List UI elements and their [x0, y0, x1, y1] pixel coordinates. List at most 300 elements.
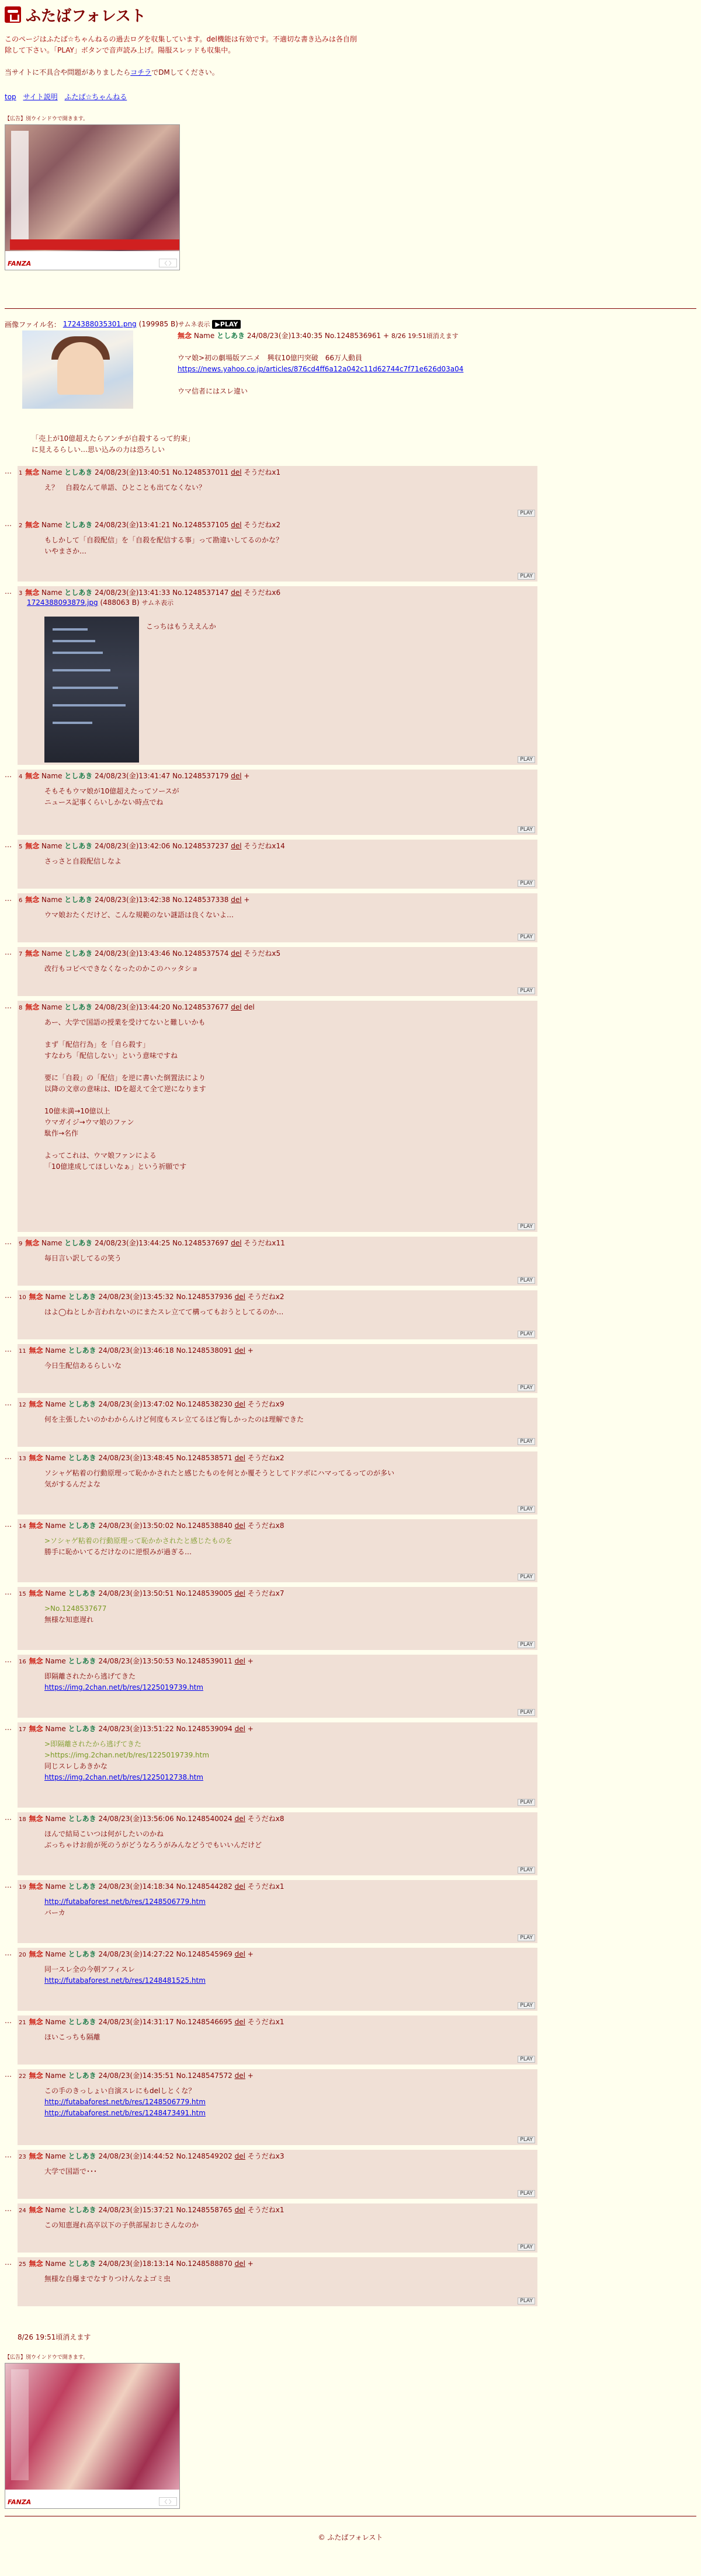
reply-thumbnail[interactable] [44, 617, 139, 763]
reply-comment [44, 2220, 199, 2231]
sodane-button[interactable]: そうだねx11 [244, 1239, 285, 1247]
reply-comment [44, 1360, 122, 1371]
reply-dots: … [5, 1399, 12, 1407]
sodane-button[interactable]: そうだねx14 [244, 842, 285, 850]
reply-url-link[interactable]: https://img.2chan.net/b/res/1225019739.htm [44, 1683, 203, 1691]
play-button[interactable]: PLAY [518, 1799, 535, 1806]
reply-box [18, 2015, 537, 2065]
quote-line: >No.1248537677 [44, 1604, 107, 1613]
play-button[interactable]: PLAY [518, 2244, 535, 2251]
name-label: Name [45, 1522, 66, 1530]
reply-name: としあき [68, 1400, 96, 1408]
op-play-button[interactable] [212, 320, 241, 329]
reply-box [18, 1587, 537, 1650]
del-link[interactable]: del [231, 521, 242, 529]
del-link[interactable]: del [231, 949, 242, 958]
name-label: Name [45, 1346, 66, 1355]
thumb-note: サムネ表示 [141, 599, 173, 607]
reply-index: 11 [19, 1348, 26, 1355]
sodane-button[interactable]: そうだねx8 [247, 1522, 284, 1530]
reply-container [5, 2069, 537, 2145]
reply-name: としあき [68, 2072, 96, 2080]
op-url-link[interactable]: https://news.yahoo.co.jp/articles/876cd4ff6a12a042c11d62744c7f71e626d03a04 [178, 365, 464, 373]
reply-number[interactable]: No.1248538840 [176, 1522, 232, 1530]
del-link[interactable]: del [231, 468, 242, 476]
reply-dots: … [5, 1813, 12, 1822]
reply-header [19, 1881, 284, 1891]
reply-number[interactable]: No.1248549202 [176, 2152, 232, 2160]
reply-subject: 無念 [29, 1293, 43, 1301]
nav-futaba-link[interactable]: ふたば☆ちゃんねる [64, 93, 127, 101]
reply-comment [44, 2032, 100, 2043]
reply-box [18, 2150, 537, 2199]
reply-index: 21 [19, 2020, 26, 2026]
reply-subject: 無念 [25, 1239, 40, 1247]
reply-subject: 無念 [25, 521, 40, 529]
sodane-button[interactable]: + [247, 1346, 254, 1355]
sodane-button[interactable]: そうだねx7 [247, 1589, 284, 1597]
reply-number[interactable]: No.1248544282 [176, 1882, 232, 1891]
name-label: Name [45, 1882, 66, 1891]
play-button[interactable]: PLAY [518, 2190, 535, 2197]
del-link[interactable]: del [231, 1003, 242, 1011]
reply-container [5, 586, 537, 765]
comment-line: すなわち「配信しない」という意味ですね [44, 1052, 178, 1060]
sodane-button[interactable]: + [244, 896, 250, 904]
site-title[interactable]: ふたばフォレスト [26, 7, 146, 25]
reply-number[interactable]: No.1248537011 [172, 468, 229, 476]
reply-container [5, 1237, 537, 1286]
reply-date: 24/08/23(金)13:50:02 [98, 1522, 174, 1530]
reply-comment [44, 1739, 209, 1783]
del-link[interactable]: del [234, 1346, 245, 1355]
op-sodane-button[interactable]: + [383, 332, 390, 340]
reply-number[interactable]: No.1248547572 [176, 2072, 232, 2080]
name-label: Name [45, 2072, 66, 2080]
reply-container [5, 1587, 537, 1650]
comment-line: 10億未満→10億以上 [44, 1107, 110, 1115]
del-link[interactable]: del [234, 1589, 245, 1597]
reply-box [18, 1001, 537, 1232]
reply-dots: … [5, 1292, 12, 1300]
reply-number[interactable]: No.1248558765 [176, 2206, 232, 2214]
reply-container [5, 893, 537, 942]
reply-box [18, 770, 537, 835]
reply-date: 24/08/23(金)14:18:34 [98, 1882, 174, 1891]
del-link[interactable]: del [234, 2152, 245, 2160]
play-button[interactable]: PLAY [518, 826, 535, 833]
comment-line: 以降の文章の意味は、IDを超えて全て逆になります [44, 1085, 206, 1093]
reply-subject: 無念 [25, 468, 40, 476]
sodane-button[interactable]: + [244, 772, 250, 780]
reply-header [19, 1588, 284, 1598]
reply-dots: … [5, 1724, 12, 1732]
ad-image[interactable] [5, 125, 179, 251]
reply-date: 24/08/23(金)13:47:02 [98, 1400, 174, 1408]
comment-line: この知恵遅れ高卒以下の子供部屋おじさんなのか [44, 2221, 199, 2229]
sodane-button[interactable]: + [247, 2072, 254, 2080]
op-file-link[interactable]: 1724388035301.png [63, 320, 137, 328]
comment-line: そもそもウマ娘が10億超えたってソースが [44, 787, 179, 795]
del-link[interactable]: del [234, 2018, 245, 2026]
name-label: Name [45, 1725, 66, 1733]
reply-number[interactable]: No.1248538091 [176, 1346, 232, 1355]
play-button[interactable]: PLAY [518, 573, 535, 580]
reply-url-link[interactable]: http://futabaforest.net/b/res/1248506779.htm [44, 2098, 206, 2106]
ad-label-bottom: 【広告】別ウインドウで開きます。 [5, 2355, 89, 2361]
op-thumbnail[interactable] [22, 330, 133, 409]
reply-number[interactable]: No.1248537697 [172, 1239, 229, 1247]
reply-comment [44, 1964, 206, 1986]
reply-date: 24/08/23(金)13:41:33 [95, 589, 171, 597]
play-button[interactable]: PLAY [518, 1438, 535, 1445]
reply-index: 24 [19, 2208, 26, 2214]
reply-header [19, 894, 249, 904]
del-link[interactable]: del [234, 1293, 245, 1301]
play-button[interactable]: PLAY [518, 987, 535, 994]
reply-container [5, 1948, 537, 2011]
reply-dots: … [5, 587, 12, 596]
play-button[interactable]: PLAY [518, 1277, 535, 1284]
play-button[interactable]: PLAY [518, 934, 535, 941]
reply-comment [44, 2166, 97, 2177]
image-size: (488063 B) [100, 598, 140, 607]
reply-container [5, 1655, 537, 1718]
reply-image-link[interactable]: 1724388093879.jpg [27, 598, 98, 607]
reply-subject: 無念 [29, 2018, 43, 2026]
sodane-button[interactable]: そうだねx9 [247, 1400, 284, 1408]
play-button[interactable]: PLAY [518, 1867, 535, 1874]
del-link[interactable]: del [231, 1239, 242, 1247]
reply-index: 3 [19, 590, 23, 597]
play-button[interactable]: PLAY [518, 2056, 535, 2063]
reply-comment [44, 1468, 394, 1490]
reply-name: としあき [64, 949, 93, 958]
reply-date: 24/08/23(金)13:42:06 [95, 842, 171, 850]
reply-subject: 無念 [29, 1454, 43, 1462]
reply-box [18, 1948, 537, 2011]
comment-line: 同じスレしあきかな [44, 1762, 108, 1770]
comment-line: 気がするんだよな [44, 1480, 101, 1488]
reply-date: 24/08/23(金)13:43:46 [95, 949, 171, 958]
reply-number[interactable]: No.1248539005 [176, 1589, 232, 1597]
reply-url-link[interactable]: http://futabaforest.net/b/res/1248506779.htm [44, 1898, 206, 1906]
reply-header [19, 2151, 284, 2161]
sodane-button[interactable]: del [244, 1003, 255, 1011]
ad-label: 【広告】別ウインドウで開きます。 [5, 116, 89, 122]
reply-dots: … [5, 1453, 12, 1461]
reply-number[interactable]: No.1248537936 [176, 1293, 232, 1301]
comment-line: 無様な自爆までなすりつけんなよゴミ虫 [44, 2275, 171, 2283]
sodane-button[interactable]: そうだねx2 [247, 1293, 284, 1301]
comment-line: ウマガイジ→ウマ娘のファン [44, 1118, 134, 1126]
reply-box [18, 1237, 537, 1286]
reply-index: 7 [19, 951, 23, 958]
comment-line: この手のきっしょい自演スレにもdelしとくな？ [44, 2087, 196, 2095]
reply-dots: … [5, 894, 12, 903]
reply-number[interactable]: No.1248537147 [172, 589, 229, 597]
del-link[interactable]: del [234, 1725, 245, 1733]
comment-line: まず「配信行為」を「自ら殺す」 [44, 1040, 150, 1049]
reply-url-link[interactable]: https://img.2chan.net/b/res/1225012738.htm [44, 1773, 203, 1781]
reply-index: 23 [19, 2154, 26, 2160]
sodane-button[interactable]: そうだねx5 [244, 949, 281, 958]
reply-number[interactable]: No.1248545969 [176, 1950, 232, 1958]
sodane-button[interactable]: + [247, 1725, 254, 1733]
reply-subject: 無念 [25, 896, 40, 904]
reply-number[interactable]: No.1248537237 [172, 842, 229, 850]
sodane-button[interactable]: そうだねx6 [244, 589, 281, 597]
footer-copyright: © ふたばフォレスト [318, 2533, 383, 2542]
op-line: ウマ娘>初の劇場版アニメ 興収10億円突破 66万人動員 [178, 354, 362, 362]
reply-header [19, 520, 280, 530]
play-button[interactable]: PLAY [518, 880, 535, 887]
reply-number[interactable]: No.1248537338 [172, 896, 229, 904]
del-link[interactable]: del [234, 1454, 245, 1462]
reply-dots: … [5, 1520, 12, 1529]
name-label: Name [45, 2018, 66, 2026]
comment-line: はよ◯ねとしか言われないのにまたスレ立てて構ってもおうとしてるのか… [44, 1308, 284, 1316]
play-button[interactable]: PLAY [518, 2297, 535, 2305]
del-link[interactable]: del [234, 2260, 245, 2268]
reply-subject: 無念 [29, 1346, 43, 1355]
reply-index: 4 [19, 774, 23, 780]
reply-index: 16 [19, 1659, 26, 1665]
reply-box [18, 1519, 537, 1582]
reply-number[interactable]: No.1248537179 [172, 772, 229, 780]
play-button[interactable]: PLAY [518, 1709, 535, 1716]
op-comment [178, 353, 493, 397]
name-label: Name [45, 1400, 66, 1408]
contact-notice [5, 67, 696, 77]
ad-brand-logo[interactable]: FANZA [8, 2498, 32, 2506]
reply-comment [44, 1896, 206, 1919]
reply-dots: … [5, 841, 12, 849]
reply-dots: … [5, 1238, 12, 1246]
ad-nav-arrows[interactable]: 〈 〉 [159, 259, 177, 267]
ad-banner-bottom[interactable] [5, 2363, 180, 2509]
op-line: 「売上が10億超えたらアンチが自殺するって約束」 [32, 434, 195, 443]
nav-about-link[interactable]: サイト説明 [23, 93, 58, 101]
comment-line: 駄作→名作 [44, 1129, 79, 1137]
reply-box [18, 466, 537, 518]
ad-image[interactable] [5, 2363, 179, 2490]
name-label: Name [45, 2206, 66, 2214]
reply-container [5, 2257, 537, 2306]
del-link[interactable]: del [231, 896, 242, 904]
del-link[interactable]: del [231, 842, 242, 850]
reply-date: 24/08/23(金)13:44:25 [95, 1239, 171, 1247]
sodane-button[interactable]: そうだねx2 [247, 1454, 284, 1462]
op-comment-tail [32, 433, 195, 455]
reply-index: 19 [19, 1884, 26, 1891]
name-label: Name [41, 521, 63, 529]
reply-comment [44, 482, 206, 493]
reply-subject: 無念 [25, 772, 40, 780]
sodane-button[interactable]: + [247, 2260, 254, 2268]
play-button[interactable]: PLAY [518, 1574, 535, 1581]
reply-name: としあき [68, 1725, 96, 1733]
name-label: Name [41, 1239, 63, 1247]
sodane-button[interactable]: そうだねx1 [244, 468, 281, 476]
reply-date: 24/08/23(金)13:50:51 [98, 1589, 174, 1597]
reply-date: 24/08/23(金)13:56:06 [98, 1815, 174, 1823]
play-button[interactable]: PLAY [518, 510, 535, 517]
reply-number[interactable]: No.1248538571 [176, 1454, 232, 1462]
reply-comment [44, 1829, 262, 1851]
site-logo-icon[interactable] [5, 6, 21, 23]
reply-date: 24/08/23(金)13:41:21 [95, 521, 171, 529]
ad-banner-top[interactable] [5, 124, 180, 270]
sodane-button[interactable]: そうだねx2 [244, 521, 281, 529]
name-label: Name [41, 468, 63, 476]
reply-date: 24/08/23(金)13:46:18 [98, 1346, 174, 1355]
file-size: (199985 B) [138, 320, 178, 328]
reply-subject: 無念 [29, 1882, 43, 1891]
play-button[interactable]: PLAY [518, 2002, 535, 2009]
reply-index: 20 [19, 1952, 26, 1958]
reply-header [19, 1399, 284, 1409]
reply-index: 15 [19, 1591, 26, 1597]
reply-number[interactable]: No.1248539094 [176, 1725, 232, 1733]
del-link[interactable]: del [231, 772, 242, 780]
del-link[interactable]: del [234, 1882, 245, 1891]
comment-line: ほいこっちも隔離 [44, 2033, 100, 2041]
thumb-note: サムネ表示 [178, 321, 210, 328]
reply-header [19, 2258, 254, 2268]
reply-dots: … [5, 2151, 12, 2159]
reply-subject: 無念 [25, 589, 40, 597]
reply-header [19, 1520, 284, 1530]
reply-number[interactable]: No.1248538230 [176, 1400, 232, 1408]
reply-name: としあき [68, 1454, 96, 1462]
reply-comment [44, 1017, 206, 1172]
reply-box [18, 1398, 537, 1447]
del-link[interactable]: del [234, 2206, 245, 2214]
sodane-button[interactable]: + [247, 1950, 254, 1958]
reply-subject: 無念 [29, 1400, 43, 1408]
reply-name: としあき [68, 2018, 96, 2026]
reply-number[interactable]: No.1248540024 [176, 1815, 232, 1823]
ad-brand-logo[interactable]: FANZA [8, 260, 32, 267]
reply-number[interactable]: No.1248546695 [176, 2018, 232, 2026]
sodane-button[interactable]: そうだねx1 [247, 1882, 284, 1891]
name-label: Name [45, 1589, 66, 1597]
del-link[interactable]: del [231, 589, 242, 597]
del-link[interactable]: del [234, 1815, 245, 1823]
sodane-button[interactable]: + [247, 1657, 254, 1665]
reply-dots: … [5, 1656, 12, 1664]
op-line: に見えるらしい…思い込みの力は恐ろしい [32, 445, 165, 454]
reply-comment [44, 1603, 106, 1625]
nav-top-link[interactable]: top [5, 93, 16, 101]
reply-name: としあき [64, 842, 93, 850]
del-link[interactable]: del [234, 1657, 245, 1665]
reply-number[interactable]: No.1248588870 [176, 2260, 232, 2268]
reply-subject: 無念 [29, 1522, 43, 1530]
reply-container [5, 1812, 537, 1875]
op-number[interactable]: No.1248536961 [324, 332, 381, 340]
name-label: Name [45, 2260, 66, 2268]
play-button[interactable]: PLAY [518, 1331, 535, 1338]
reply-url-link[interactable]: http://futabaforest.net/b/res/1248473491.htm [44, 2109, 206, 2117]
reply-dots: … [5, 2070, 12, 2079]
op-subject: 無念 [178, 332, 192, 340]
reply-number[interactable]: No.1248537677 [172, 1003, 229, 1011]
sodane-button[interactable]: そうだねx8 [247, 1815, 284, 1823]
del-link[interactable]: del [234, 1400, 245, 1408]
reply-name: としあき [64, 1239, 93, 1247]
reply-header [19, 2070, 254, 2080]
comment-line: ぶっちゃけお前が死のうがどうなろうがみんなどうでもいいんだけど [44, 1841, 262, 1849]
site-intro: このページはふたば☆ちゃんねるの過去ログを収集しています。del機能は有効です。不適切な書き込みは各自削除して下さい。「PLAY」ボタンで音声読み上げ。陽服スレッドも収集中。 [5, 35, 357, 54]
reply-dots: … [5, 2258, 12, 2267]
op-date: 24/08/23(金)13:40:35 [247, 332, 323, 340]
comment-line [44, 1028, 206, 1039]
name-label: Name [45, 1815, 66, 1823]
reply-header [19, 467, 280, 477]
reply-name: としあき [68, 1657, 96, 1665]
reply-index: 14 [19, 1523, 26, 1530]
reply-dots: … [5, 1588, 12, 1596]
play-button[interactable]: PLAY [518, 1384, 535, 1391]
play-button[interactable]: PLAY [518, 1934, 535, 1941]
play-button[interactable]: PLAY [518, 1641, 535, 1648]
reply-name: としあき [68, 1522, 96, 1530]
del-link[interactable]: del [234, 2072, 245, 2080]
play-button[interactable]: PLAY [518, 1506, 535, 1513]
reply-container [5, 2150, 537, 2199]
sodane-button[interactable]: そうだねx1 [247, 2018, 284, 2026]
del-link[interactable]: del [234, 1522, 245, 1530]
comment-line: あー、大学で国語の授業を受けてないと難しいかも [44, 1018, 206, 1026]
comment-line: ウマ娘おたくだけど、こんな規範のない謎語は良くないよ… [44, 911, 234, 919]
contact-link[interactable]: コチラ [130, 68, 152, 76]
comment-line: 改行もコピペできなくなったのかこのハッタショ [44, 965, 199, 973]
reply-image-info [27, 598, 173, 607]
sodane-button[interactable]: そうだねx3 [247, 2152, 284, 2160]
reply-number[interactable]: No.1248537105 [172, 521, 229, 529]
reply-header [19, 1002, 255, 1012]
del-link[interactable]: del [234, 1950, 245, 1958]
play-button[interactable]: PLAY [518, 2136, 535, 2143]
play-button[interactable]: PLAY [518, 1223, 535, 1230]
reply-header [19, 1292, 284, 1301]
reply-subject: 無念 [25, 842, 40, 850]
reply-box [18, 1812, 537, 1875]
reply-header [19, 1453, 284, 1463]
reply-url-link[interactable]: http://futabaforest.net/b/res/1248481525.htm [44, 1976, 206, 1985]
reply-index: 1 [19, 470, 23, 476]
reply-number[interactable]: No.1248539011 [176, 1657, 232, 1665]
play-button[interactable]: PLAY [518, 756, 535, 763]
comment-line: 無様な知恵遅れ [44, 1616, 94, 1624]
ad-nav-arrows[interactable]: 〈 〉 [159, 2497, 177, 2506]
reply-box [18, 518, 537, 582]
comment-line: 毎日言い訳してるの笑う [44, 1254, 122, 1262]
reply-comment [146, 621, 216, 632]
reply-dots: … [5, 2205, 12, 2213]
reply-number[interactable]: No.1248537574 [172, 949, 229, 958]
reply-name: としあき [68, 2152, 96, 2160]
reply-container [5, 1722, 537, 1808]
reply-dots: … [5, 467, 12, 475]
name-label: Name [41, 772, 63, 780]
sodane-button[interactable]: そうだねx1 [247, 2206, 284, 2214]
name-label: Name [41, 1003, 63, 1011]
reply-container [5, 840, 537, 889]
reply-header [19, 1724, 254, 1733]
